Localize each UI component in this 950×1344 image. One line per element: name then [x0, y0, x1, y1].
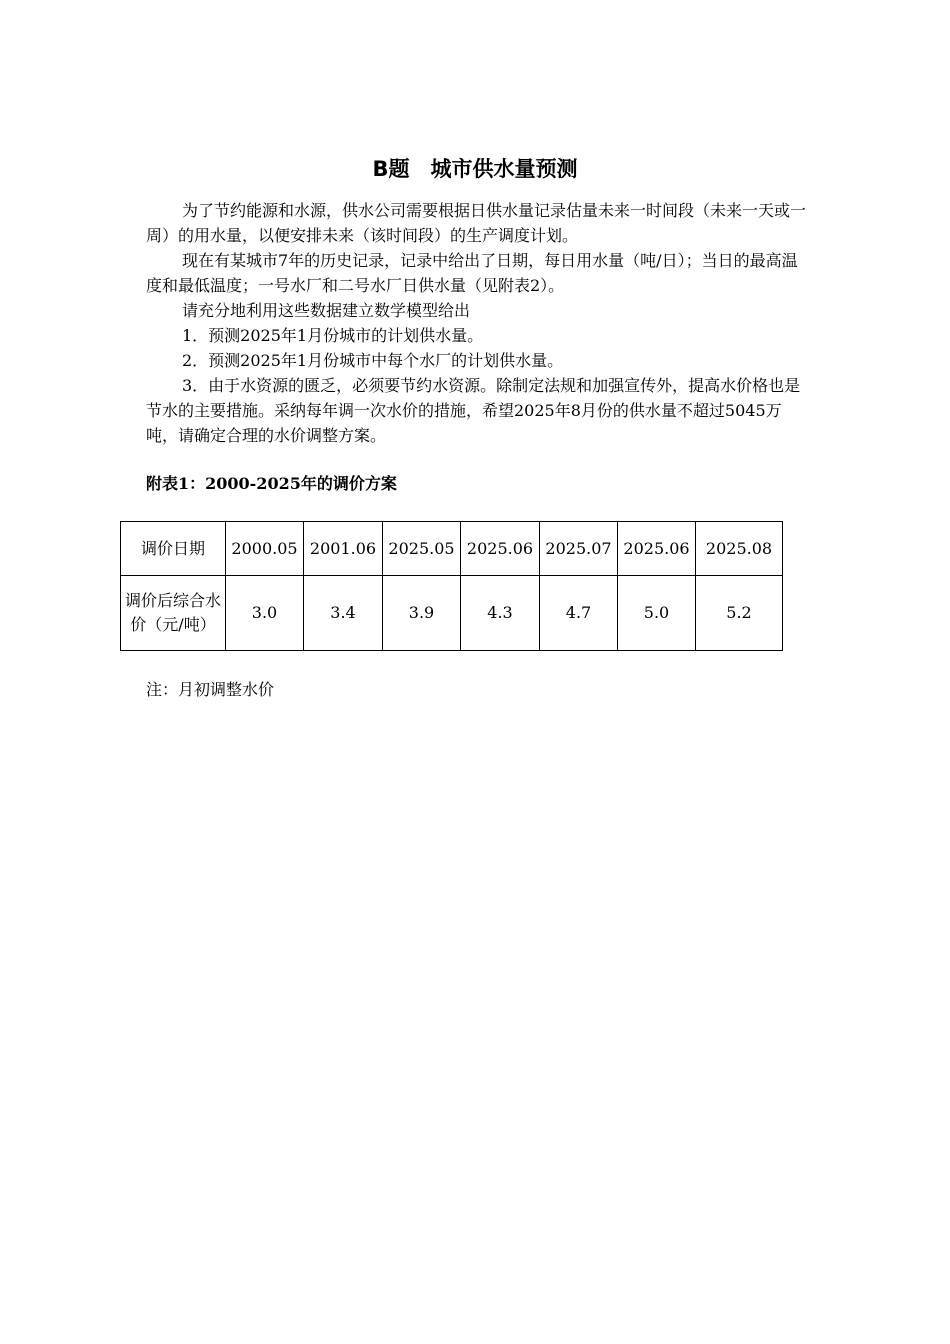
price-cell: 3.4 [304, 576, 383, 651]
date-cell: 2025.08 [696, 522, 783, 576]
task-item-2: 2．预测2025年1月份城市中每个水厂的计划供水量。 [182, 351, 564, 370]
table-note: 注：月初调整水价 [146, 680, 275, 699]
task-item-3: 3．由于水资源的匮乏，必须要节约水资源。除制定法规和加强宣传外，提高水价格也是节水的主要措施。采纳每年调一次水价的措施，希望2025年8月份的供水量不超过5045万吨，请确定合理的水价调整方案。 [146, 376, 801, 445]
problem-statement [146, 198, 806, 448]
page-title: B题 城市供水量预测 [372, 157, 578, 181]
table-caption: 附表1：2000-2025年的调价方案 [146, 474, 397, 493]
date-cell: 2025.06 [461, 522, 540, 576]
paragraph-data-description: 现在有某城市7年的历史记录，记录中给出了日期，每日用水量（吨/日）；当日的最高温度和最低温度；一号水厂和二号水厂日供水量（见附表2）。 [146, 251, 798, 295]
paragraph-intro: 为了节约能源和水源，供水公司需要根据日供水量记录估量未来一时间段（未来一天或一周）的用水量，以便安排未来（该时间段）的生产调度计划。 [146, 201, 807, 245]
paragraph-task-intro: 请充分地利用这些数据建立数学模型给出 [182, 301, 471, 320]
date-cell: 2001.06 [304, 522, 383, 576]
price-cell: 4.7 [540, 576, 618, 651]
table-row-dates [121, 522, 783, 576]
price-cell: 4.3 [461, 576, 540, 651]
row-header-price: 调价后综合水价（元/吨） [121, 576, 226, 651]
price-cell: 3.0 [226, 576, 304, 651]
price-cell: 3.9 [383, 576, 461, 651]
task-item-1: 1．预测2025年1月份城市的计划供水量。 [182, 326, 484, 345]
date-cell: 2025.06 [618, 522, 696, 576]
date-cell: 2000.05 [226, 522, 304, 576]
price-adjustment-table [120, 521, 783, 651]
price-cell: 5.2 [696, 576, 783, 651]
date-cell: 2025.05 [383, 522, 461, 576]
date-cell: 2025.07 [540, 522, 618, 576]
price-cell: 5.0 [618, 576, 696, 651]
row-header-date: 调价日期 [121, 522, 226, 576]
table-row-prices [121, 576, 783, 651]
